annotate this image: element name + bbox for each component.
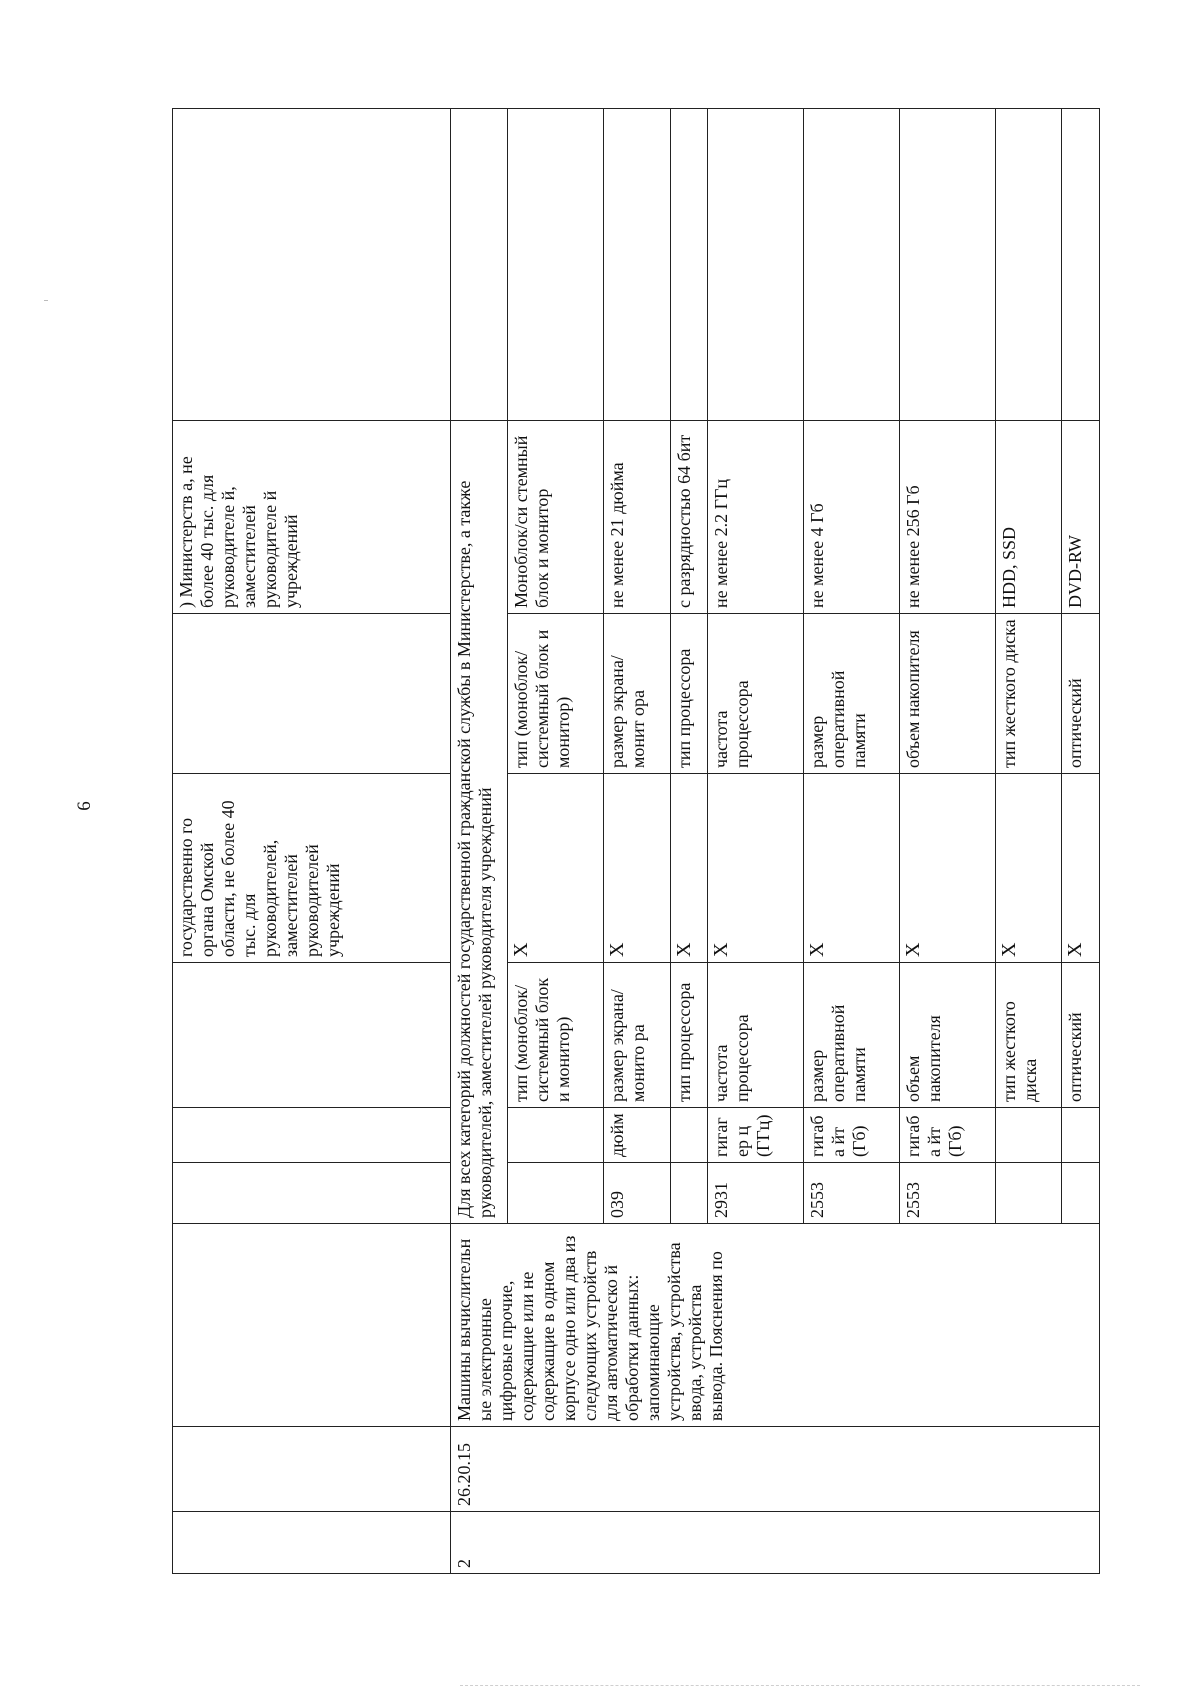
cell-empty [1062,109,1100,421]
cell-empty [451,109,508,421]
cell-empty [603,109,670,421]
cell-empty [670,109,708,421]
unit-name: гигаба йт (Гб) [899,1108,995,1163]
characteristic-name-2: тип процессора [670,614,708,774]
gov-body-cell: государственно го органа Омской области, не более 40 тыс. для руководителей, заместителей руководителей учреждений [173,774,451,963]
characteristic-name: размер оперативной памяти [803,963,899,1108]
unit-name: гигагер ц (ГГц) [708,1108,804,1163]
gov-value: X [508,774,604,963]
characteristic-name: тип процессора [670,963,708,1108]
ministry-value: Моноблок/си стемный блок и монитор [508,421,604,614]
cell-empty [899,109,995,421]
item-number: 2 [451,1512,1100,1574]
page-number: 6 [73,801,95,811]
item-name: Машины вычислительн ые электронные цифровые прочие, содержащие или не содержащие в одном корпусе одно или два из следующих устройств для автоматическо й обработки данных: запоминающие устройства, устройства ввода, устройства вывода. Пояснения по [451,1224,1100,1427]
cell-empty [173,1224,451,1427]
characteristic-name-2: частота процессора [708,614,804,774]
unit-name [1062,1108,1100,1163]
okei-code [1062,1163,1100,1224]
cell-empty [173,1163,451,1224]
gov-value: X [603,774,670,963]
okei-code: 2553 [899,1163,995,1224]
okei-code [670,1163,708,1224]
cell-empty [803,109,899,421]
rotated-table-wrapper [172,109,1100,1574]
gov-value: X [899,774,995,963]
gov-value: X [803,774,899,963]
ministry-cell: ) Министерств а, не более 40 тыс. для руководителе й, заместителей руководителе й учреждений [173,421,451,614]
cell-empty [508,109,604,421]
unit-name [670,1108,708,1163]
scan-artifact [44,300,48,301]
cell-empty [173,109,451,421]
ministry-value: DVD-RW [1062,421,1100,614]
characteristic-name-2: оптический [1062,614,1100,774]
gov-value: X [1062,774,1100,963]
item-code: 26.20.15 [451,1427,1100,1512]
characteristic-name-2: тип жесткого диска [995,614,1062,774]
spec-table [172,108,1100,1574]
characteristic-name-2: размер экрана/монит ора [603,614,670,774]
characteristic-name: размер экрана/монито ра [603,963,670,1108]
unit-name [508,1108,604,1163]
characteristic-name-2: размер оперативной памяти [803,614,899,774]
ministry-value: HDD, SSD [995,421,1062,614]
okei-code [508,1163,604,1224]
table-row-continuation [173,109,451,1574]
ministry-value: не менее 21 дюйма [603,421,670,614]
okei-code: 2553 [803,1163,899,1224]
ministry-value: не менее 4 Гб [803,421,899,614]
characteristic-name: объем накопителя [899,963,995,1108]
characteristic-name-2: тип (моноблок/ системный блок и монитор) [508,614,604,774]
ministry-value: не менее 256 Гб [899,421,995,614]
ministry-value: с разрядностью 64 бит [670,421,708,614]
cell-empty [173,1512,451,1574]
table-row-category [451,109,508,1574]
unit-name: гигаба йт (Гб) [803,1108,899,1163]
characteristic-name-2: объем накопителя [899,614,995,774]
okei-code: 2931 [708,1163,804,1224]
scan-artifact-lines [460,1685,1140,1690]
okei-code [995,1163,1062,1224]
gov-value: X [670,774,708,963]
characteristic-name: тип жесткого диска [995,963,1062,1108]
gov-value: X [995,774,1062,963]
ministry-value: не менее 2.2 ГГц [708,421,804,614]
unit-name: дюйм [603,1108,670,1163]
gov-value: X [708,774,804,963]
cell-empty [173,1108,451,1163]
category-text: Для всех категорий должностей государственной гражданской службы в Министерстве, а также руководителей, заместителей руководителя учреждений [451,421,508,1224]
unit-name [995,1108,1062,1163]
cell-empty [173,1427,451,1512]
characteristic-name: частота процессора [708,963,804,1108]
characteristic-name: тип (моноблок/ системный блок и монитор) [508,963,604,1108]
cell-empty [995,109,1062,421]
characteristic-name: оптический [1062,963,1100,1108]
cell-empty [173,614,451,774]
cell-empty [173,963,451,1108]
cell-empty [708,109,804,421]
okei-code: 039 [603,1163,670,1224]
